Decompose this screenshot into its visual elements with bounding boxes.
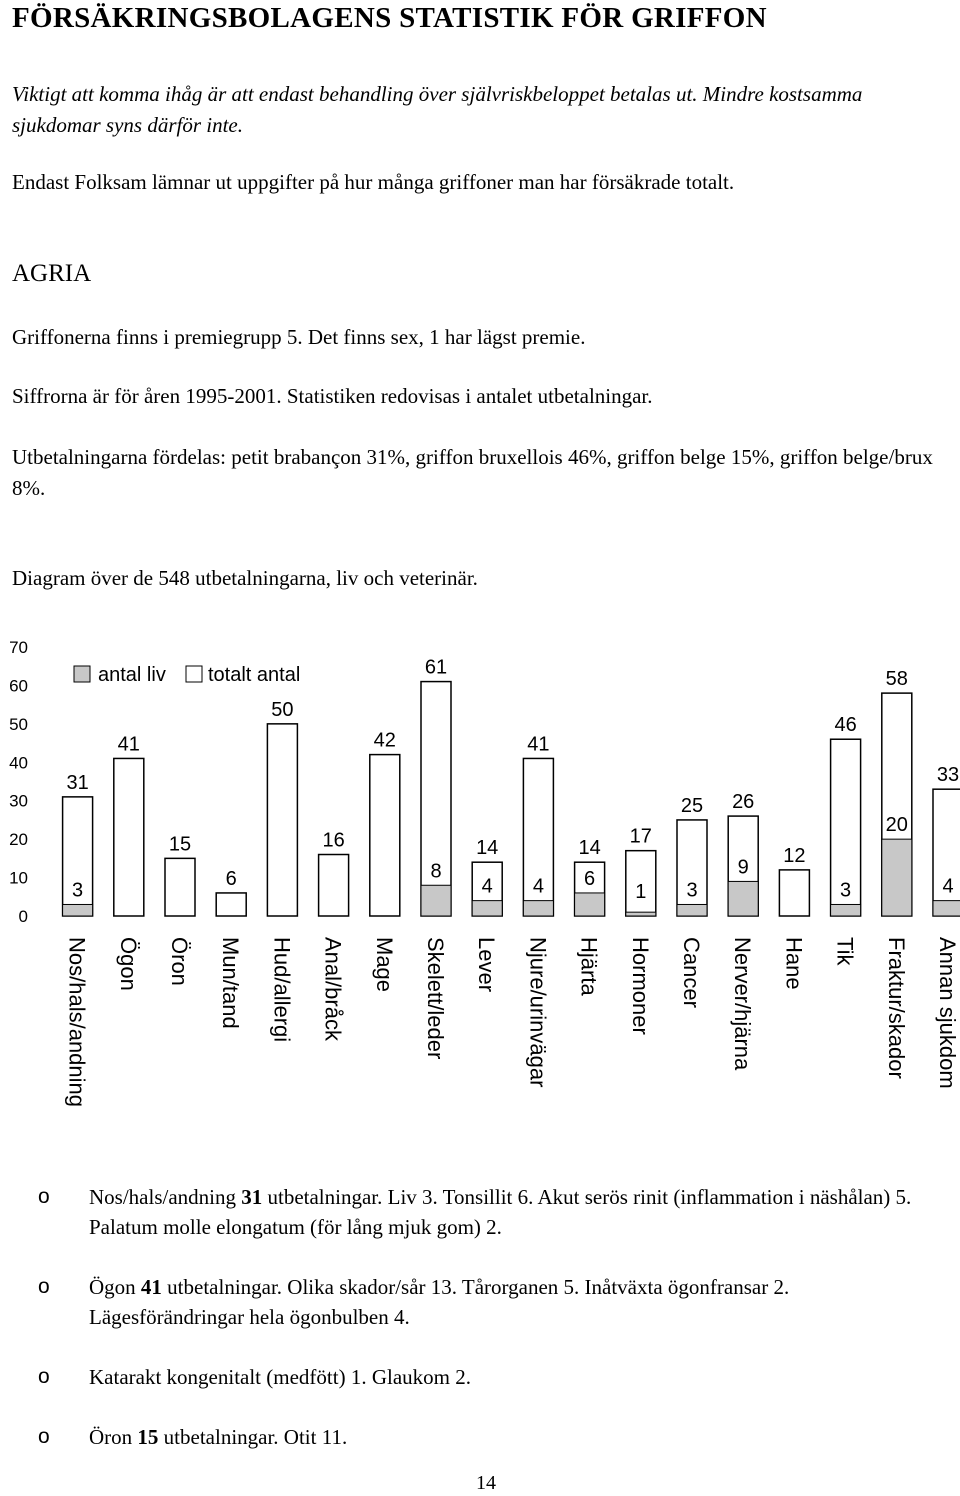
legend-label-totalt: totalt antal [208,664,301,686]
bar-total-label: 50 [271,698,294,721]
bullet-count: 41 [140,1275,162,1299]
legend-label-liv: antal liv [98,664,166,686]
bar-total [319,855,349,916]
category-label: Mage [371,937,397,993]
y-tick-label: 20 [9,830,28,850]
agria-heading: AGRIA [12,260,92,287]
category-label: Anal/bråck [320,937,346,1041]
bar-total-label: 41 [117,733,140,756]
bar-total [216,893,246,916]
bullet-rest: utbetalningar. Olika skador/sår 13. Tårorganen 5. Inåtväxta ögonfransar 2. Lägesförändringar hela ögonbulben 4. [89,1275,790,1329]
chart-legend [74,664,300,686]
bullet-lead: Nos/hals/andning [89,1185,242,1209]
bar-total-label: 14 [578,837,601,860]
bar-total [165,858,195,916]
bar-total-label: 26 [732,791,755,814]
chart-bars [63,657,960,916]
bar-liv-label: 6 [584,867,596,890]
bar-liv [63,904,93,916]
bar-liv [472,901,502,916]
bar-total-label: 17 [629,825,652,848]
bar-liv [728,881,758,916]
category-label: Ögon [115,937,141,991]
bar-liv-label: 3 [686,879,698,902]
bullet-marker: o [38,1425,50,1448]
y-tick-label: 0 [18,907,28,926]
bar-total-label: 42 [373,729,396,752]
agria-premium-text: Griffonerna finns i premiegrupp 5. Det finns sex, 1 har lägst premie. [12,325,586,349]
bullet-count: 15 [137,1425,159,1449]
bar-liv-label: 4 [532,875,544,898]
bar-total-label: 58 [885,668,908,691]
bar-total-label: 61 [424,656,448,679]
bar-liv-label: 1 [635,881,647,903]
bar-total-label: 25 [680,794,704,817]
page-number: 14 [476,1472,496,1494]
category-label: Hane [781,937,807,990]
bullet-count: 31 [241,1185,263,1209]
bar-total [370,755,400,916]
category-label: Tik [832,937,858,966]
y-axis [9,638,28,926]
legend-swatch-liv [74,666,90,682]
bar-total-label: 6 [225,867,237,890]
bar-total [114,758,144,916]
category-label: Nos/hals/andning [64,937,90,1108]
bar-total-label: 41 [527,733,550,756]
page-title: FÖRSÄKRINGSBOLAGENS STATISTIK FÖR GRIFFON [12,2,767,34]
bullet-lead: Ögon [89,1275,141,1299]
bar-liv-label: 3 [840,879,852,902]
bar-total-label: 12 [783,844,806,867]
bar-total-label: 16 [322,829,345,852]
y-tick-label: 10 [9,868,28,888]
bar-total [677,820,707,916]
bar-liv-label: 4 [481,875,493,898]
bullet-rest: utbetalningar. Otit 11. [158,1425,348,1449]
legend-swatch-totalt [186,666,202,682]
category-label: Hud/allergi [269,937,295,1043]
category-label: Lever [474,937,500,993]
bar-liv [523,901,553,916]
bar-liv-label: 9 [737,856,749,879]
y-tick-label: 60 [9,676,28,696]
bar-total-label: 46 [834,714,857,737]
category-label: Skelett/leder [423,937,448,1060]
y-tick-label: 30 [9,791,28,811]
category-label: Annan sjukdom [935,937,960,1089]
bar-total-label: 15 [168,833,192,856]
bar-liv-label: 3 [72,879,84,902]
bullet-marker: o [38,1365,50,1388]
bullet-marker: o [38,1275,50,1298]
bullet-text [89,1422,939,1452]
category-label: Njure/urinvägar [525,937,551,1088]
intro-note: Viktigt att komma ihåg är att endast behandling över självriskbeloppet betalas ut. Mindre kostsamma sjukdomar syns därför inte. [12,82,863,137]
category-label: Öron [167,937,192,986]
y-tick-label: 50 [9,714,28,734]
bullet-text [89,1362,939,1392]
bar-liv-label: 20 [885,814,908,837]
bar-liv [421,885,451,916]
category-label: Cancer [679,937,704,1008]
folksam-note: Endast Folksam lämnar ut uppgifter på hur många griffoner man har försäkrade totalt. [12,170,735,194]
agria-diagram-caption: Diagram över de 548 utbetalningarna, liv och veterinär. [12,566,478,590]
bar-total-label: 33 [936,764,960,787]
bar-liv [575,893,605,916]
bar-liv [882,839,912,916]
bar-total-label: 14 [476,837,499,860]
category-label: Mun/tand [218,937,244,1029]
category-label: Hormoner [627,937,653,1035]
bullet-lead: Öron [89,1425,138,1449]
bullet-text [89,1182,939,1242]
category-label: Hjärta [576,937,602,996]
y-tick-label: 70 [9,638,28,657]
bar-liv-label: 8 [430,860,442,883]
bullet-marker: o [38,1185,50,1208]
bullet-rest: utbetalningar. Liv 3. Tonsillit 6. Akut serös rinit (inflammation i näshålan) 5. Palatum molle elongatum (för lång mjuk gom) 2. [89,1185,912,1239]
x-axis-labels [65,937,960,1107]
agria-years-text: Siffrorna är för åren 1995-2001. Statistiken redovisas i antalet utbetalningar. [12,384,653,408]
bar-liv-label: 4 [942,875,954,898]
bar-total [267,724,297,916]
bar-liv [626,912,656,916]
bullet-text [89,1272,939,1332]
payments-bar-chart [0,632,960,1152]
bar-total-label: 31 [66,771,89,794]
bar-liv [677,904,707,916]
category-label: Fraktur/skador [883,937,909,1079]
category-label: Nerver/hjärna [730,937,756,1071]
bar-liv [831,904,861,916]
bullet-lead: Katarakt kongenitalt (medfött) 1. Glaukom 2. [89,1365,471,1389]
bar-total [779,870,809,916]
y-tick-label: 40 [9,753,28,773]
agria-distribution-text: Utbetalningarna fördelas: petit brabançon 31%, griffon bruxellois 46%, griffon belge 15%, griffon belge/brux 8%. [12,445,933,500]
bar-liv [933,901,960,916]
